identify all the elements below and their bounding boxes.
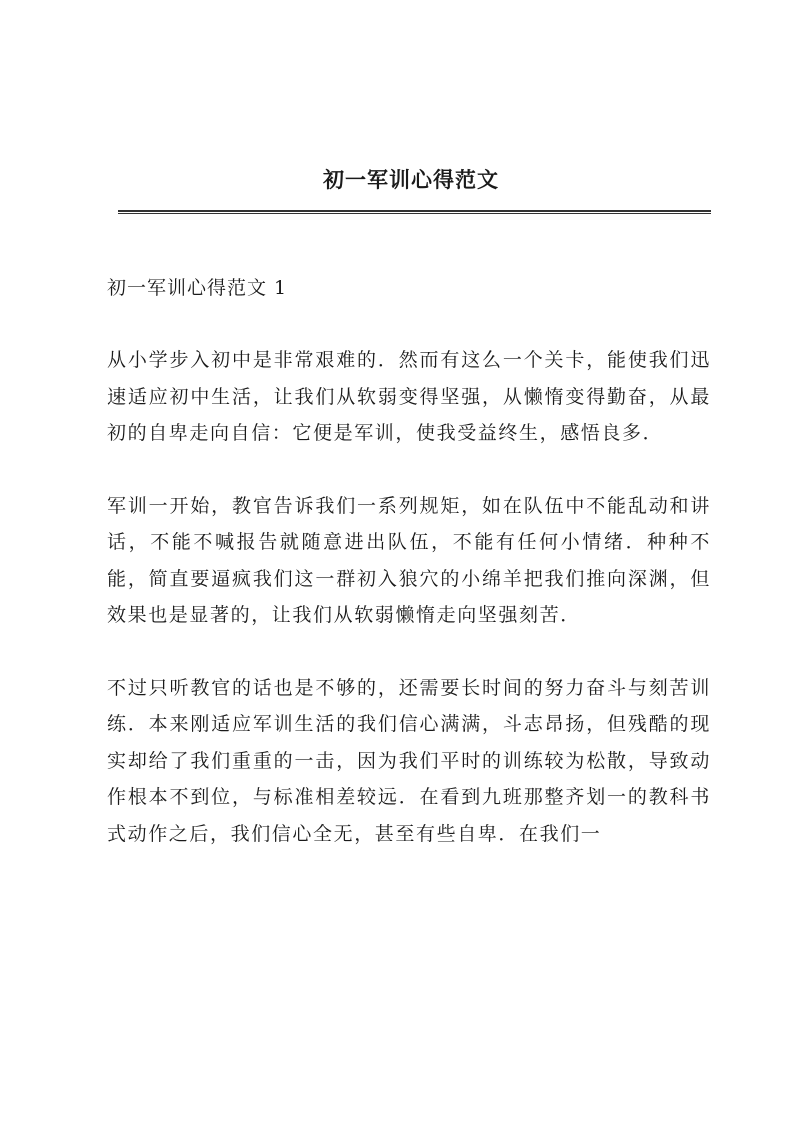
paragraph-2: 军训一开始，教官告诉我们一系列规矩，如在队伍中不能乱动和讲话，不能不喊报告就随意进出队伍，不能有任何小情绪．种种不能，简直要逼疯我们这一群初入狼穴的小绵羊把我们推向深渊，但效果也是显著的，让我们从软弱懒惰走向坚强刻苦． bbox=[107, 494, 711, 626]
paragraph-3: 不过只听教官的话也是不够的，还需要长时间的努力奋斗与刻苦训练．本来刚适应军训生活的我们信心满满，斗志昂扬，但残酷的现实却给了我们重重的一击，因为我们平时的训练较为松散，导致动作根本不到位，与标准相差较远．在看到九班那整齐划一的教科书式动作之后，我们信心全无，甚至有些自卑．在我们一 bbox=[107, 676, 711, 845]
document-title: 初一军训心得范文 bbox=[323, 167, 499, 192]
section-heading: 初一军训心得范文 1 bbox=[107, 277, 288, 299]
title-divider bbox=[118, 210, 711, 214]
document-body bbox=[107, 270, 711, 888]
paragraph-1: 从小学步入初中是非常艰难的．然而有这么一个关卡，能使我们迅速适应初中生活，让我们从软弱变得坚强，从懒惰变得勤奋，从最初的自卑走向自信：它便是军训，使我受益终生，感悟良多． bbox=[107, 349, 711, 444]
